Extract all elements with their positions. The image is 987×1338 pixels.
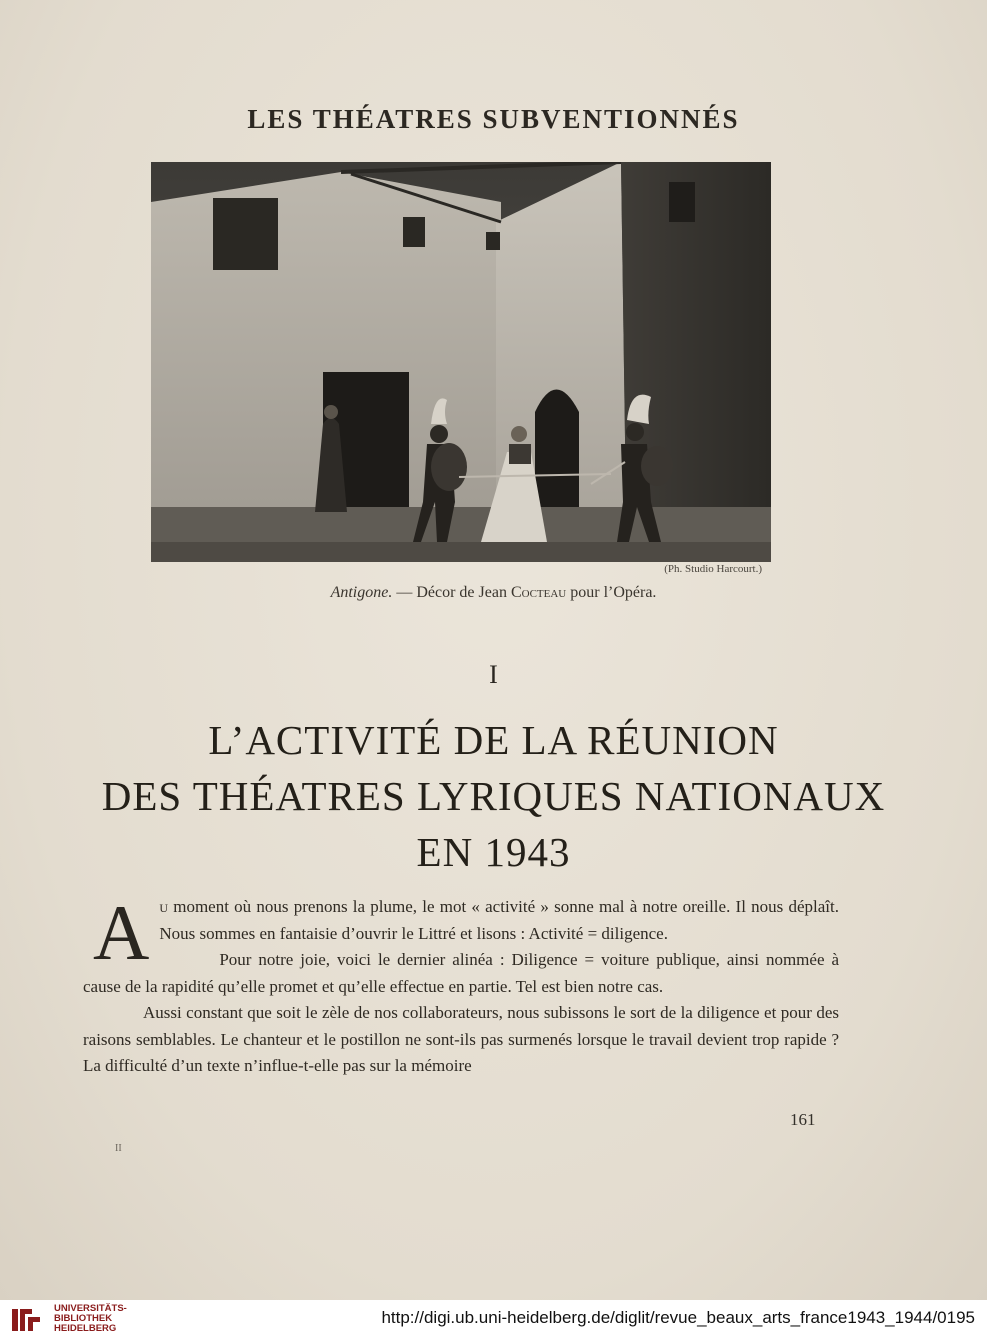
caption-title: Antigone.	[330, 584, 393, 601]
printer-signature: II	[115, 1143, 122, 1154]
section-number: I	[489, 660, 498, 689]
photo-credit: (Ph. Studio Harcourt.)	[664, 563, 762, 575]
title-line-2: DES THÉATRES LYRIQUES NATIONAUX	[101, 773, 886, 819]
library-name	[54, 1304, 127, 1334]
article-title	[0, 712, 987, 880]
drop-cap: A	[93, 889, 150, 976]
caption-separator: — Décor de Jean	[392, 584, 511, 601]
photo-caption	[0, 584, 987, 602]
library-name-line-2: BIBLIOTHEK	[54, 1313, 113, 1324]
paragraph-1-lead: u	[159, 897, 169, 916]
running-head: LES THÉATRES SUBVENTIONNÉS	[247, 104, 740, 134]
source-url[interactable]: http://digi.ub.uni-heidelberg.de/diglit/revue_beaux_arts_france1943_1944/0195	[381, 1308, 975, 1327]
article-body	[83, 889, 839, 1080]
paragraph-1-text: moment où nous prenons la plume, le mot « activité » sonne mal à notre oreille. Il nous déplaît. Nous sommes en fantaisie d’ouvrir le Littré et lisons : Activité = diligence.	[159, 897, 839, 943]
paragraph-2: Pour notre joie, voici le dernier alinéa : Diligence = voiture publique, ainsi nommée à cause de la rapidité qu’elle promet et qu’elle effectue en partie. Tel est bien notre cas.	[83, 950, 839, 996]
caption-name: Cocteau	[510, 584, 567, 601]
digitization-footer	[0, 1300, 987, 1338]
stage-photograph-image	[151, 162, 771, 562]
stage-photograph	[151, 162, 771, 562]
title-line-3: EN 1943	[416, 829, 571, 875]
caption-rest: pour l’Opéra.	[566, 584, 657, 601]
paragraph-3: Aussi constant que soit le zèle de nos collaborateurs, nous subissons le sort de la diligence et pour des raisons semblables. Le chanteur et le postillon ne sont-ils pas surmenés lorsque le travail devient trop rapide ? La difficulté d’un texte n’influe-t-elle pas sur la mémoire	[83, 1003, 839, 1075]
page-number: 161	[790, 1110, 816, 1129]
library-name-line-1: UNIVERSITÄTS-	[54, 1303, 127, 1314]
library-name-line-3: HEIDELBERG	[54, 1323, 117, 1334]
title-line-1: L’ACTIVITÉ DE LA RÉUNION	[208, 717, 779, 763]
library-logo-icon	[10, 1305, 46, 1335]
